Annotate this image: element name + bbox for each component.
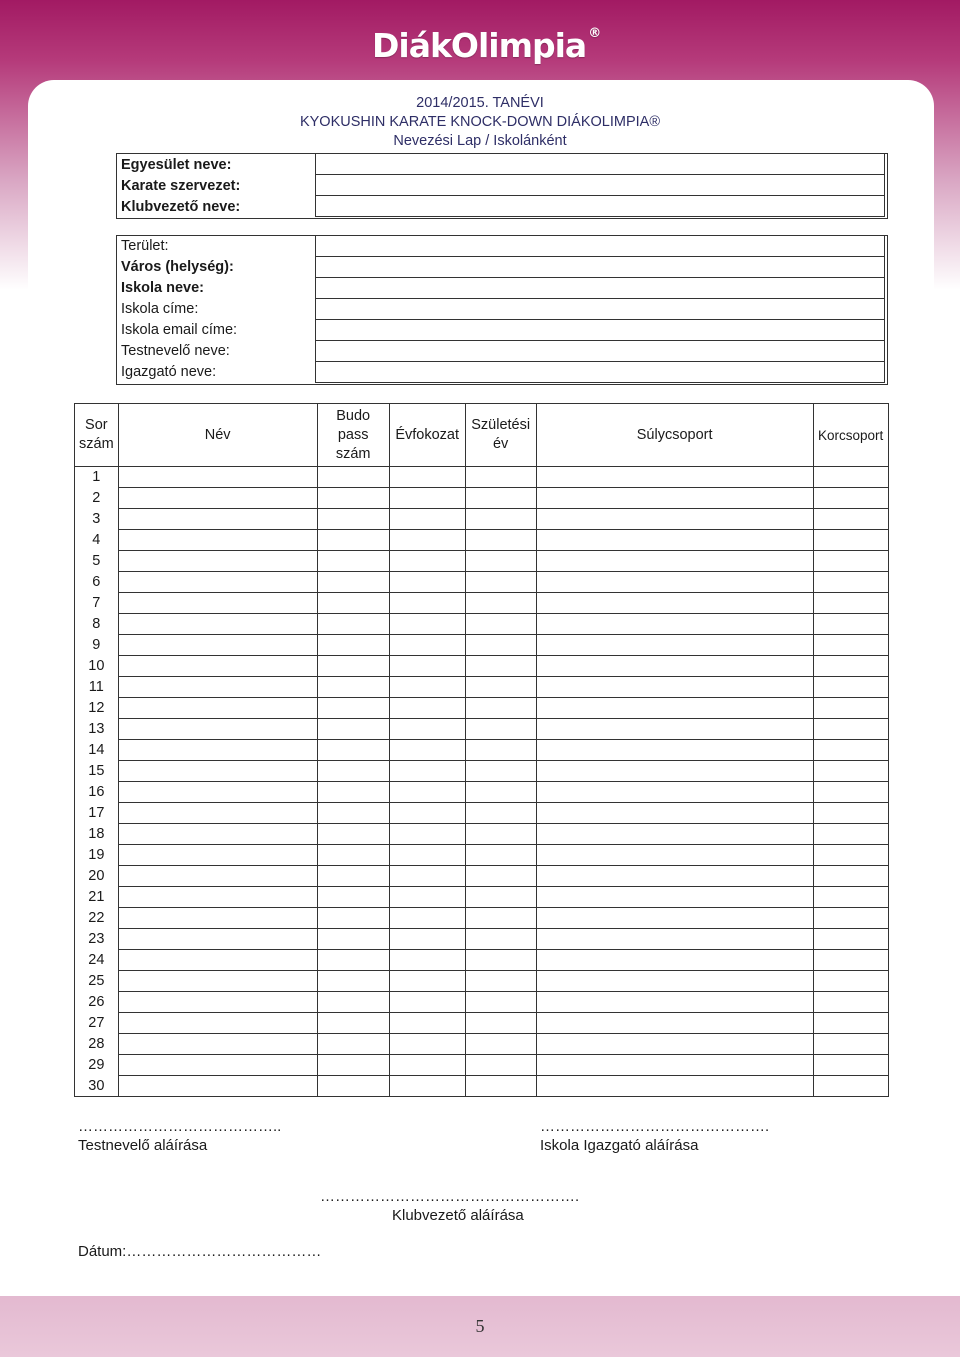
weight-class-cell[interactable] xyxy=(536,866,813,887)
grade-cell[interactable] xyxy=(389,803,465,824)
weight-class-cell[interactable] xyxy=(536,635,813,656)
weight-class-cell[interactable] xyxy=(536,1076,813,1097)
birth-year-cell[interactable] xyxy=(465,992,536,1013)
age-group-cell[interactable] xyxy=(813,803,888,824)
name-cell[interactable] xyxy=(118,719,317,740)
city-label: Város (helység): xyxy=(121,259,234,275)
birth-year-cell[interactable] xyxy=(465,467,536,488)
name-cell[interactable] xyxy=(118,1076,317,1097)
age-group-cell[interactable] xyxy=(813,467,888,488)
table-row xyxy=(75,1013,889,1034)
name-cell[interactable] xyxy=(118,782,317,803)
table-row xyxy=(75,1034,889,1055)
grade-cell[interactable] xyxy=(389,1076,465,1097)
birth-year-cell[interactable] xyxy=(465,656,536,677)
age-group-cell[interactable] xyxy=(813,1055,888,1076)
title-event: KYOKUSHIN KARATE KNOCK-DOWN DIÁKOLIMPIA® xyxy=(299,114,661,130)
grade-cell[interactable] xyxy=(389,1055,465,1076)
table-row xyxy=(75,929,889,950)
weight-class-cell[interactable] xyxy=(536,1055,813,1076)
name-cell[interactable] xyxy=(118,635,317,656)
weight-class-cell[interactable] xyxy=(536,761,813,782)
grade-cell[interactable] xyxy=(389,929,465,950)
school-name-label: Iskola neve: xyxy=(121,280,205,296)
grade-cell[interactable] xyxy=(389,467,465,488)
table-row xyxy=(75,866,889,887)
weight-class-cell[interactable] xyxy=(536,656,813,677)
row-number: 1 xyxy=(75,467,119,488)
budo-pass-cell[interactable] xyxy=(317,971,389,992)
club-leader-label: Klubvezető neve: xyxy=(121,199,241,215)
age-group-cell[interactable] xyxy=(813,761,888,782)
weight-class-cell[interactable] xyxy=(536,1013,813,1034)
grade-cell[interactable] xyxy=(389,614,465,635)
row-number: 27 xyxy=(75,1013,119,1034)
principal-field[interactable] xyxy=(316,362,885,383)
budo-pass-cell[interactable] xyxy=(317,551,389,572)
table-row xyxy=(75,992,889,1013)
age-group-cell[interactable] xyxy=(813,551,888,572)
name-cell[interactable] xyxy=(118,677,317,698)
weight-class-cell[interactable] xyxy=(536,614,813,635)
grade-cell[interactable] xyxy=(389,740,465,761)
age-group-cell[interactable] xyxy=(813,950,888,971)
grade-cell[interactable] xyxy=(389,761,465,782)
birth-year-cell[interactable] xyxy=(465,908,536,929)
name-cell[interactable] xyxy=(118,887,317,908)
grade-cell[interactable] xyxy=(389,698,465,719)
budo-pass-cell[interactable] xyxy=(317,719,389,740)
header-budo-pass: Budo pass szám xyxy=(317,404,389,467)
grade-cell[interactable] xyxy=(389,950,465,971)
budo-pass-cell[interactable] xyxy=(317,929,389,950)
row-number: 18 xyxy=(75,824,119,845)
table-row xyxy=(75,530,889,551)
row-number: 4 xyxy=(75,530,119,551)
row-number: 7 xyxy=(75,593,119,614)
row-number: 16 xyxy=(75,782,119,803)
birth-year-cell[interactable] xyxy=(465,635,536,656)
row-number: 10 xyxy=(75,656,119,677)
age-group-cell[interactable] xyxy=(813,824,888,845)
name-cell[interactable] xyxy=(118,551,317,572)
principal-signature-line: ………………………………………. xyxy=(540,1118,770,1135)
school-address-field[interactable] xyxy=(316,299,885,320)
age-group-cell[interactable] xyxy=(813,845,888,866)
age-group-cell[interactable] xyxy=(813,1076,888,1097)
page-number: 5 xyxy=(475,1316,485,1336)
budo-pass-cell[interactable] xyxy=(317,1076,389,1097)
table-row xyxy=(75,467,889,488)
grade-cell[interactable] xyxy=(389,824,465,845)
budo-pass-cell[interactable] xyxy=(317,572,389,593)
school-labels xyxy=(116,236,316,383)
weight-class-cell[interactable] xyxy=(536,467,813,488)
weight-class-cell[interactable] xyxy=(536,1034,813,1055)
birth-year-cell[interactable] xyxy=(465,971,536,992)
weight-class-cell[interactable] xyxy=(536,782,813,803)
birth-year-cell[interactable] xyxy=(465,740,536,761)
weight-class-cell[interactable] xyxy=(536,572,813,593)
birth-year-cell[interactable] xyxy=(465,866,536,887)
table-row xyxy=(75,677,889,698)
grade-cell[interactable] xyxy=(389,887,465,908)
row-number: 11 xyxy=(75,677,119,698)
name-cell[interactable] xyxy=(118,992,317,1013)
grade-cell[interactable] xyxy=(389,908,465,929)
teacher-signature-line: ………………………………….. xyxy=(78,1118,282,1135)
row-number: 30 xyxy=(75,1076,119,1097)
table-row xyxy=(75,698,889,719)
date-field: Dátum:………………………………… xyxy=(78,1243,322,1260)
birth-year-cell[interactable] xyxy=(465,845,536,866)
table-row xyxy=(75,719,889,740)
club-name-field[interactable] xyxy=(316,154,885,175)
name-cell[interactable] xyxy=(118,656,317,677)
birth-year-cell[interactable] xyxy=(465,1076,536,1097)
table-row xyxy=(75,614,889,635)
grade-cell[interactable] xyxy=(389,488,465,509)
teacher-signature-label: Testnevelő aláírása xyxy=(78,1137,208,1154)
weight-class-cell[interactable] xyxy=(536,740,813,761)
grade-cell[interactable] xyxy=(389,677,465,698)
age-group-cell[interactable] xyxy=(813,929,888,950)
school-address-label: Iskola címe: xyxy=(121,301,199,317)
weight-class-cell[interactable] xyxy=(536,950,813,971)
age-group-cell[interactable] xyxy=(813,782,888,803)
header-grade: Évfokozat xyxy=(389,404,465,467)
birth-year-cell[interactable] xyxy=(465,1013,536,1034)
grade-cell[interactable] xyxy=(389,782,465,803)
row-number: 28 xyxy=(75,1034,119,1055)
row-number: 5 xyxy=(75,551,119,572)
name-cell[interactable] xyxy=(118,1055,317,1076)
grade-cell[interactable] xyxy=(389,551,465,572)
table-row xyxy=(75,845,889,866)
budo-pass-cell[interactable] xyxy=(317,845,389,866)
budo-pass-cell[interactable] xyxy=(317,614,389,635)
age-group-cell[interactable] xyxy=(813,887,888,908)
row-number: 20 xyxy=(75,866,119,887)
row-number: 25 xyxy=(75,971,119,992)
birth-year-cell[interactable] xyxy=(465,509,536,530)
weight-class-cell[interactable] xyxy=(536,719,813,740)
pe-teacher-label: Testnevelő neve: xyxy=(121,343,230,359)
age-group-cell[interactable] xyxy=(813,614,888,635)
budo-pass-cell[interactable] xyxy=(317,698,389,719)
table-row xyxy=(75,824,889,845)
table-row xyxy=(75,803,889,824)
row-number: 29 xyxy=(75,1055,119,1076)
grade-cell[interactable] xyxy=(389,572,465,593)
birth-year-cell[interactable] xyxy=(465,887,536,908)
birth-year-cell[interactable] xyxy=(465,488,536,509)
karate-org-field[interactable] xyxy=(316,175,885,196)
grade-cell[interactable] xyxy=(389,509,465,530)
row-number: 6 xyxy=(75,572,119,593)
grade-cell[interactable] xyxy=(389,845,465,866)
name-cell[interactable] xyxy=(118,929,317,950)
birth-year-cell[interactable] xyxy=(465,824,536,845)
age-group-cell[interactable] xyxy=(813,1013,888,1034)
row-number: 26 xyxy=(75,992,119,1013)
weight-class-cell[interactable] xyxy=(536,593,813,614)
karate-org-label: Karate szervezet: xyxy=(121,178,241,194)
name-cell[interactable] xyxy=(118,614,317,635)
weight-class-cell[interactable] xyxy=(536,929,813,950)
budo-pass-cell[interactable] xyxy=(317,467,389,488)
table-row xyxy=(75,572,889,593)
row-number: 19 xyxy=(75,845,119,866)
name-cell[interactable] xyxy=(118,488,317,509)
age-group-cell[interactable] xyxy=(813,992,888,1013)
grade-cell[interactable] xyxy=(389,992,465,1013)
form-title xyxy=(240,94,720,151)
weight-class-cell[interactable] xyxy=(536,971,813,992)
school-name-field[interactable] xyxy=(316,278,885,299)
name-cell[interactable] xyxy=(118,530,317,551)
title-subtitle: Nevezési Lap / Iskolánként xyxy=(393,133,567,149)
row-number: 12 xyxy=(75,698,119,719)
name-cell[interactable] xyxy=(118,950,317,971)
age-group-cell[interactable] xyxy=(813,635,888,656)
club-labels xyxy=(116,155,316,218)
budo-pass-cell[interactable] xyxy=(317,509,389,530)
weight-class-cell[interactable] xyxy=(536,803,813,824)
birth-year-cell[interactable] xyxy=(465,593,536,614)
school-fields xyxy=(315,235,885,383)
grade-cell[interactable] xyxy=(389,971,465,992)
name-cell[interactable] xyxy=(118,971,317,992)
grade-cell[interactable] xyxy=(389,530,465,551)
name-cell[interactable] xyxy=(118,761,317,782)
budo-pass-cell[interactable] xyxy=(317,593,389,614)
row-number: 15 xyxy=(75,761,119,782)
school-email-label: Iskola email címe: xyxy=(121,322,238,338)
row-number: 23 xyxy=(75,929,119,950)
header-row-number: Sor szám xyxy=(75,404,119,467)
budo-pass-cell[interactable] xyxy=(317,635,389,656)
pe-teacher-field[interactable] xyxy=(316,341,885,362)
table-row xyxy=(75,782,889,803)
birth-year-cell[interactable] xyxy=(465,698,536,719)
grade-cell[interactable] xyxy=(389,1034,465,1055)
age-group-cell[interactable] xyxy=(813,866,888,887)
budo-pass-cell[interactable] xyxy=(317,866,389,887)
weight-class-cell[interactable] xyxy=(536,887,813,908)
age-group-cell[interactable] xyxy=(813,530,888,551)
table-row xyxy=(75,551,889,572)
name-cell[interactable] xyxy=(118,1013,317,1034)
budo-pass-cell[interactable] xyxy=(317,1055,389,1076)
principal-label: Igazgató neve: xyxy=(121,364,217,380)
grade-cell[interactable] xyxy=(389,656,465,677)
weight-class-cell[interactable] xyxy=(536,824,813,845)
grade-cell[interactable] xyxy=(389,1013,465,1034)
birth-year-cell[interactable] xyxy=(465,719,536,740)
name-cell[interactable] xyxy=(118,593,317,614)
club-fields xyxy=(315,153,885,217)
weight-class-cell[interactable] xyxy=(536,530,813,551)
table-row xyxy=(75,740,889,761)
table-row xyxy=(75,908,889,929)
diakolimpia-logo: DiákOlimpia ® xyxy=(372,26,601,65)
weight-class-cell[interactable] xyxy=(536,992,813,1013)
city-field[interactable] xyxy=(316,257,885,278)
name-cell[interactable] xyxy=(118,572,317,593)
weight-class-cell[interactable] xyxy=(536,698,813,719)
row-number: 17 xyxy=(75,803,119,824)
weight-class-cell[interactable] xyxy=(536,677,813,698)
budo-pass-cell[interactable] xyxy=(317,782,389,803)
budo-pass-cell[interactable] xyxy=(317,887,389,908)
budo-pass-cell[interactable] xyxy=(317,761,389,782)
row-number: 8 xyxy=(75,614,119,635)
grade-cell[interactable] xyxy=(389,593,465,614)
birth-year-cell[interactable] xyxy=(465,572,536,593)
weight-class-cell[interactable] xyxy=(536,488,813,509)
weight-class-cell[interactable] xyxy=(536,551,813,572)
row-number: 24 xyxy=(75,950,119,971)
club-leader-field[interactable] xyxy=(316,196,885,217)
row-number: 13 xyxy=(75,719,119,740)
birth-year-cell[interactable] xyxy=(465,551,536,572)
birth-year-cell[interactable] xyxy=(465,614,536,635)
birth-year-cell[interactable] xyxy=(465,929,536,950)
weight-class-cell[interactable] xyxy=(536,509,813,530)
table-row xyxy=(75,656,889,677)
name-cell[interactable] xyxy=(118,908,317,929)
weight-class-cell[interactable] xyxy=(536,908,813,929)
birth-year-cell[interactable] xyxy=(465,677,536,698)
name-cell[interactable] xyxy=(118,845,317,866)
row-number: 9 xyxy=(75,635,119,656)
birth-year-cell[interactable] xyxy=(465,530,536,551)
age-group-cell[interactable] xyxy=(813,656,888,677)
age-group-cell[interactable] xyxy=(813,1034,888,1055)
row-number: 22 xyxy=(75,908,119,929)
entry-header-row xyxy=(75,404,889,467)
name-cell[interactable] xyxy=(118,467,317,488)
school-email-field[interactable] xyxy=(316,320,885,341)
name-cell[interactable] xyxy=(118,509,317,530)
table-row xyxy=(75,971,889,992)
weight-class-cell[interactable] xyxy=(536,845,813,866)
budo-pass-cell[interactable] xyxy=(317,950,389,971)
birth-year-cell[interactable] xyxy=(465,1055,536,1076)
row-number: 2 xyxy=(75,488,119,509)
club-signature-line: ……………………………………………. xyxy=(320,1188,580,1205)
budo-pass-cell[interactable] xyxy=(317,908,389,929)
row-number: 3 xyxy=(75,509,119,530)
age-group-cell[interactable] xyxy=(813,572,888,593)
table-row xyxy=(75,509,889,530)
birth-year-cell[interactable] xyxy=(465,803,536,824)
grade-cell[interactable] xyxy=(389,635,465,656)
age-group-cell[interactable] xyxy=(813,593,888,614)
table-row xyxy=(75,887,889,908)
header-name: Név xyxy=(118,404,317,467)
club-name-label: Egyesület neve: xyxy=(121,157,232,173)
table-row xyxy=(75,635,889,656)
area-field[interactable] xyxy=(316,236,885,257)
name-cell[interactable] xyxy=(118,1034,317,1055)
budo-pass-cell[interactable] xyxy=(317,824,389,845)
name-cell[interactable] xyxy=(118,740,317,761)
header-birth-year: Születési év xyxy=(465,404,536,467)
table-row xyxy=(75,1076,889,1097)
name-cell[interactable] xyxy=(118,803,317,824)
birth-year-cell[interactable] xyxy=(465,782,536,803)
age-group-cell[interactable] xyxy=(813,698,888,719)
age-group-cell[interactable] xyxy=(813,488,888,509)
principal-signature-label: Iskola Igazgató aláírása xyxy=(540,1137,699,1154)
table-row xyxy=(75,488,889,509)
age-group-cell[interactable] xyxy=(813,740,888,761)
budo-pass-cell[interactable] xyxy=(317,530,389,551)
club-signature-label: Klubvezető aláírása xyxy=(392,1207,524,1224)
budo-pass-cell[interactable] xyxy=(317,992,389,1013)
birth-year-cell[interactable] xyxy=(465,761,536,782)
table-row xyxy=(75,761,889,782)
age-group-cell[interactable] xyxy=(813,509,888,530)
area-label: Terület: xyxy=(121,238,169,254)
name-cell[interactable] xyxy=(118,824,317,845)
grade-cell[interactable] xyxy=(389,866,465,887)
table-row xyxy=(75,593,889,614)
age-group-cell[interactable] xyxy=(813,908,888,929)
table-row xyxy=(75,950,889,971)
budo-pass-cell[interactable] xyxy=(317,488,389,509)
budo-pass-cell[interactable] xyxy=(317,1013,389,1034)
entry-table xyxy=(74,403,889,1097)
age-group-cell[interactable] xyxy=(813,677,888,698)
budo-pass-cell[interactable] xyxy=(317,740,389,761)
header-age-group: Korcsoport xyxy=(813,404,888,467)
budo-pass-cell[interactable] xyxy=(317,677,389,698)
birth-year-cell[interactable] xyxy=(465,950,536,971)
grade-cell[interactable] xyxy=(389,719,465,740)
age-group-cell[interactable] xyxy=(813,719,888,740)
title-year: 2014/2015. TANÉVI xyxy=(416,95,544,111)
header-weight-class: Súlycsoport xyxy=(536,404,813,467)
age-group-cell[interactable] xyxy=(813,971,888,992)
budo-pass-cell[interactable] xyxy=(317,1034,389,1055)
name-cell[interactable] xyxy=(118,698,317,719)
birth-year-cell[interactable] xyxy=(465,1034,536,1055)
row-number: 21 xyxy=(75,887,119,908)
table-row xyxy=(75,1055,889,1076)
budo-pass-cell[interactable] xyxy=(317,803,389,824)
budo-pass-cell[interactable] xyxy=(317,656,389,677)
name-cell[interactable] xyxy=(118,866,317,887)
row-number: 14 xyxy=(75,740,119,761)
